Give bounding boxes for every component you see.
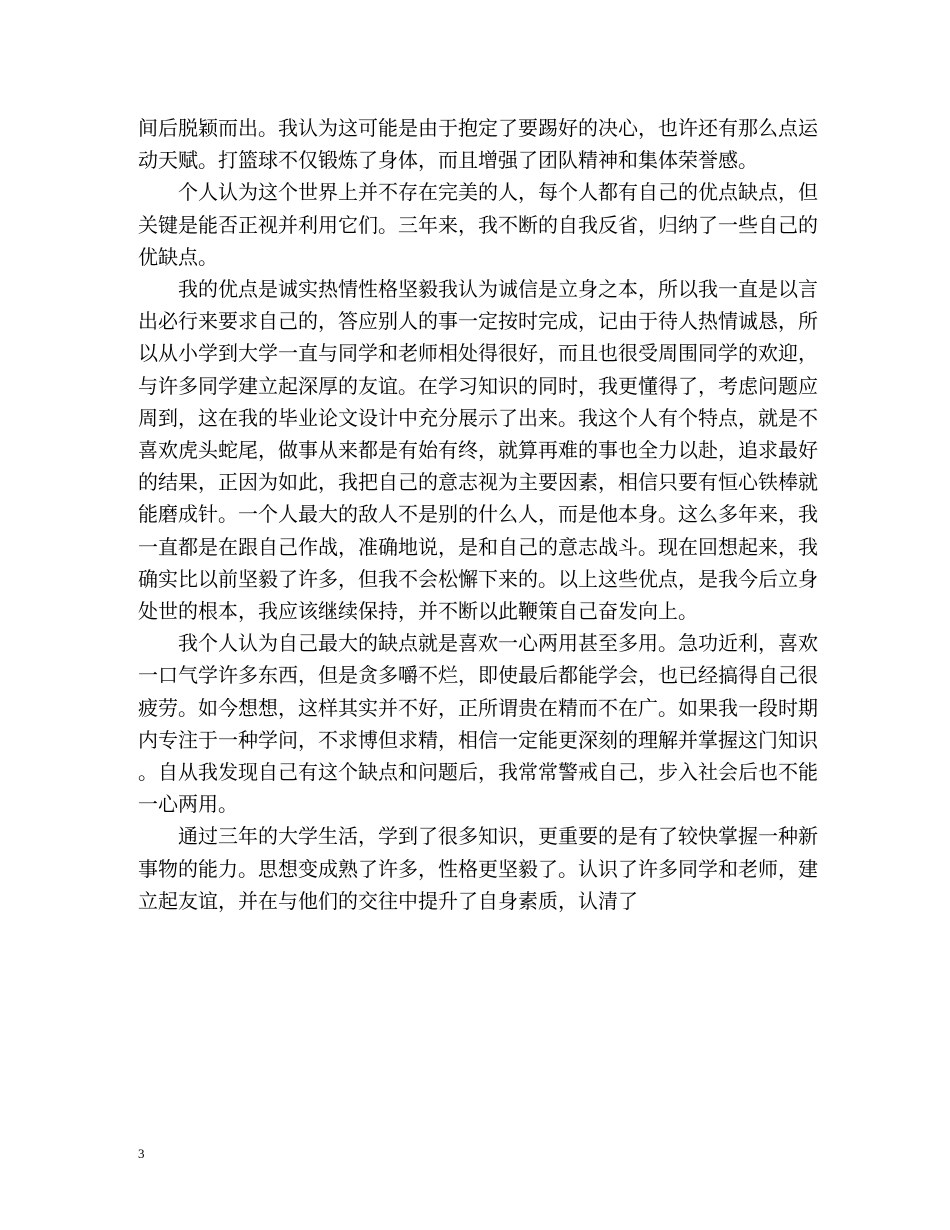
page-number: 3 [138, 1146, 145, 1161]
paragraph-4: 我个人认为自己最大的缺点就是喜欢一心两用甚至多用。急功近利，喜欢一口气学许多东西，但是贪多嚼不烂，即使最后都能学会，也已经搞得自己很疲劳。如今想想，这样其实并不好，正所谓贵在精而不在广。如果我一段时期内专注于一种学问，不求博但求精，相信一定能更深刻的理解并掌握这门知识。自从我发现自己有这个缺点和问题后，我常常警戒自己，步入社会后也不能一心两用。 [138, 631, 818, 817]
paragraph-5: 通过三年的大学生活，学到了很多知识，更重要的是有了较快掌握一种新事物的能力。思想变成熟了许多，性格更坚毅了。认识了许多同学和老师，建立起友谊，并在与他们的交往中提升了自身素质，认清了 [138, 824, 818, 913]
paragraph-1: 间后脱颖而出。我认为这可能是由于抱定了要踢好的决心，也许还有那么点运动天赋。打篮球不仅锻炼了身体，而且增强了团队精神和集体荣誉感。 [138, 116, 818, 173]
document-body [138, 112, 818, 917]
paragraph-2: 个人认为这个世界上并不存在完美的人，每个人都有自己的优点缺点，但关键是能否正视并利用它们。三年来，我不断的自我反省，归纳了一些自己的优缺点。 [138, 180, 818, 269]
paragraph-3: 我的优点是诚实热情性格坚毅我认为诚信是立身之本，所以我一直是以言出必行来要求自己的，答应别人的事一定按时完成，记由于待人热情诚恳，所以从小学到大学一直与同学和老师相处得很好，而且也很受周围同学的欢迎，与许多同学建立起深厚的友谊。在学习知识的同时，我更懂得了，考虑问题应周到，这在我的毕业论文设计中充分展示了出来。我这个人有个特点，就是不喜欢虎头蛇尾，做事从来都是有始有终，就算再难的事也全力以赴，追求最好的结果，正因为如此，我把自己的意志视为主要因素，相信只要有恒心铁棒就能磨成针。一个人最大的敌人不是别的什么人，而是他本身。这么多年来，我一直都是在跟自己作战，准确地说，是和自己的意志战斗。现在回想起来，我确实比以前坚毅了许多，但我不会松懈下来的。以上这些优点，是我今后立身处世的根本，我应该继续保持，并不断以此鞭策自己奋发向上。 [138, 277, 818, 624]
